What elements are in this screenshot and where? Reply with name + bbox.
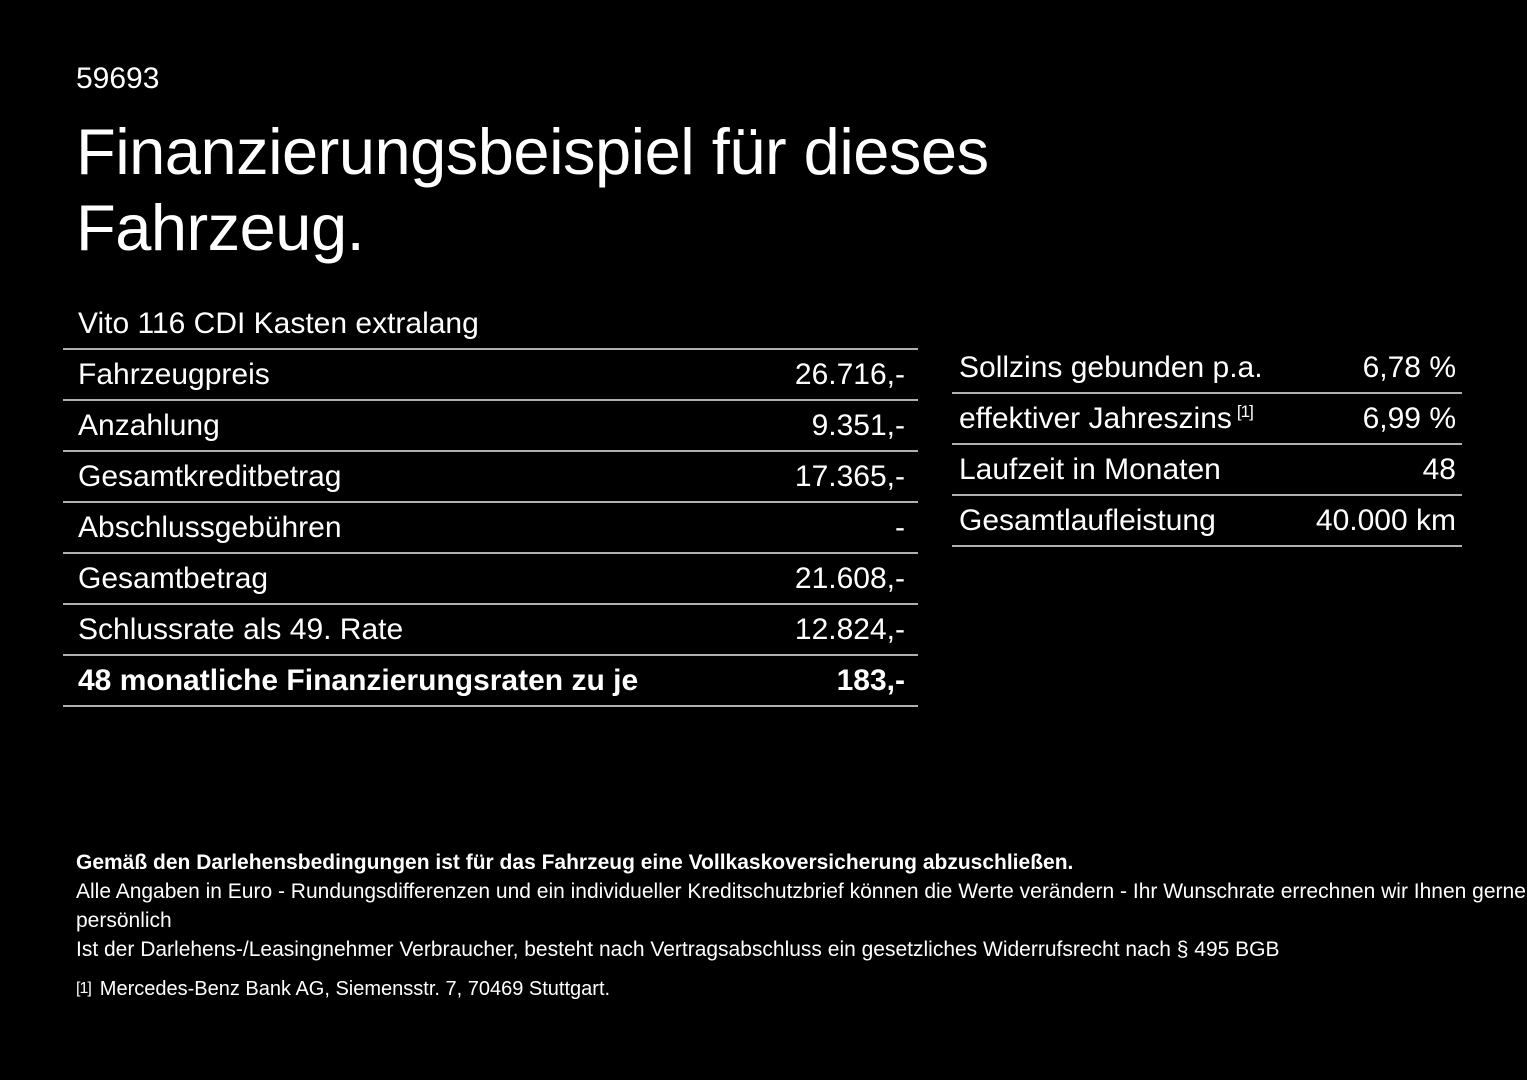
vehicle-model-label: Vito 116 CDI Kasten extralang <box>78 307 479 340</box>
row-value: 183,- <box>836 663 905 697</box>
table-row <box>63 503 918 554</box>
table-row <box>952 445 1462 496</box>
page-title: Finanzierungsbeispiel für dieses Fahrzeug. <box>76 115 989 264</box>
finance-table <box>63 295 918 707</box>
row-label: Gesamtkreditbetrag <box>78 459 342 493</box>
document-number: 59693 <box>76 62 160 95</box>
row-label: Gesamtlaufleistung <box>959 503 1216 537</box>
table-row <box>952 394 1462 445</box>
row-label: effektiver Jahreszins [1] <box>959 401 1253 435</box>
row-value: 17.365,- <box>794 459 905 493</box>
row-value: 9.351,- <box>811 408 905 442</box>
table-row <box>63 605 918 656</box>
row-label: Gesamtbetrag <box>78 561 269 595</box>
footnote-text: Mercedes-Benz Bank AG, Siemensstr. 7, 70469 Stuttgart. <box>99 978 611 1000</box>
row-value: 21.608,- <box>794 561 905 595</box>
disclaimer-line-withdrawal: Ist der Darlehens-/Leasingnehmer Verbraucher, besteht nach Vertragsabschluss ein gesetzliches Widerrufsrecht nach § 495 BGB <box>76 938 1280 961</box>
row-label: Sollzins gebunden p.a. <box>959 350 1263 384</box>
row-value: 48 <box>1422 452 1456 486</box>
row-label: Anzahlung <box>78 408 220 442</box>
table-row <box>63 350 918 401</box>
row-value: 6,99 % <box>1362 401 1456 435</box>
row-value: 26.716,- <box>794 357 905 391</box>
table-row <box>63 401 918 452</box>
row-value: 12.824,- <box>794 612 905 646</box>
disclaimer-line-insurance: Gemäß den Darlehensbedingungen ist für das Fahrzeug eine Vollkaskoversicherung abzuschließen. <box>76 851 1074 874</box>
table-row <box>952 343 1462 394</box>
row-label: Schlussrate als 49. Rate <box>78 612 404 646</box>
table-row <box>63 554 918 605</box>
footnote-marker: [1] <box>76 980 91 997</box>
row-label: Fahrzeugpreis <box>78 357 270 391</box>
footnote-reference: [1] <box>1236 401 1253 421</box>
table-row-monthly-rate <box>63 656 918 707</box>
disclaimer-section <box>76 848 1527 1005</box>
footnote <box>76 975 1527 1005</box>
vehicle-model-header <box>63 295 918 350</box>
row-value: - <box>895 510 905 544</box>
table-row <box>63 452 918 503</box>
row-label: 48 monatliche Finanzierungsraten zu je <box>78 663 639 697</box>
disclaimer-line-euro: Alle Angaben in Euro - Rundungsdifferenzen und ein individueller Kreditschutzbrief können die Werte verändern - Ihr Wunschrate errechnen wir Ihnen gerne persönlich <box>76 880 1526 932</box>
row-label: Abschlussgebühren <box>78 510 342 544</box>
row-value: 40.000 km <box>1315 503 1456 537</box>
table-row <box>952 496 1462 547</box>
row-label: Laufzeit in Monaten <box>959 452 1221 486</box>
row-value: 6,78 % <box>1362 350 1456 384</box>
conditions-table <box>952 343 1462 547</box>
